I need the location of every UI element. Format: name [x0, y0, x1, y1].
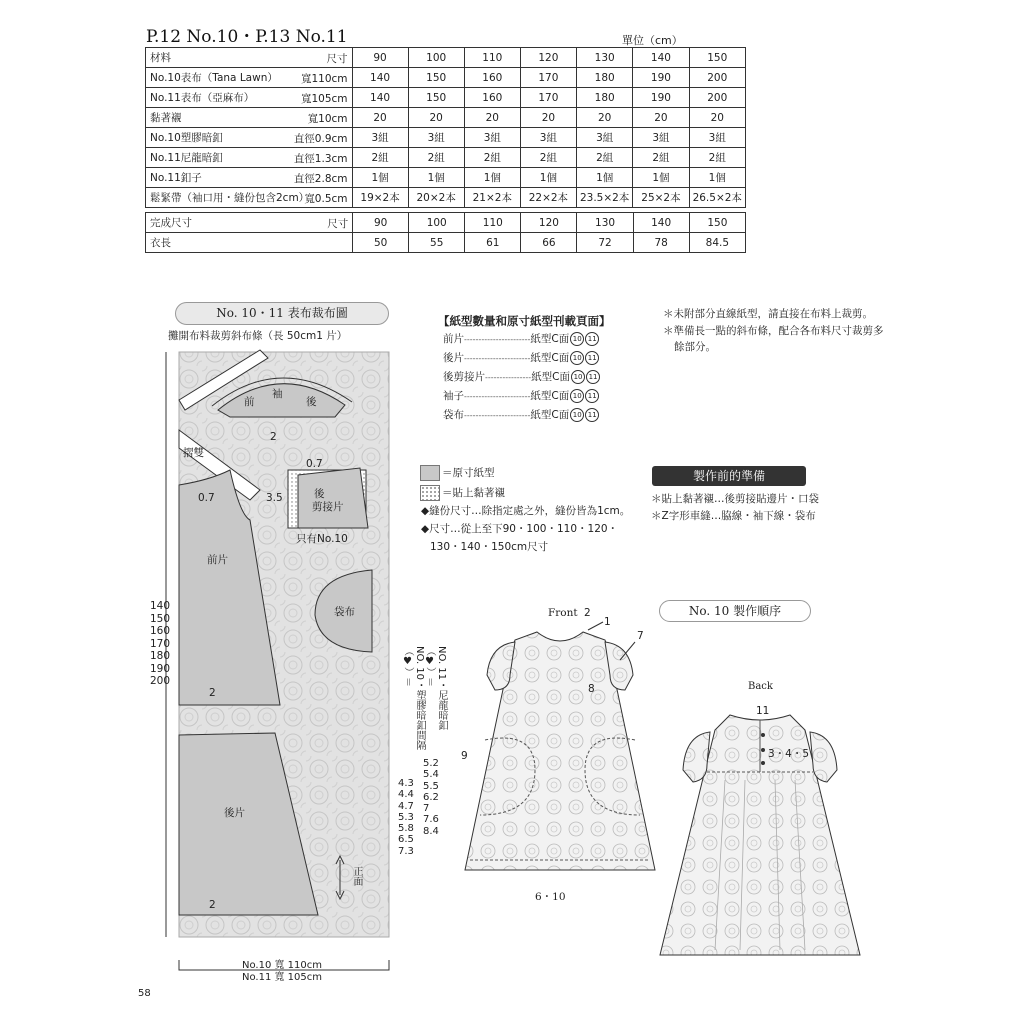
yoke-seam-07: 0.7 [306, 458, 323, 470]
front-seam-07: 0.7 [198, 492, 215, 504]
bias-strip-note: 攤開布料裁剪斜布條（長 50cm1 片） [168, 330, 348, 342]
back-hem-2: 2 [209, 899, 216, 911]
size-header: 100 [408, 48, 464, 68]
length-list: 140 150 160 170 180 190 200 [150, 600, 171, 687]
sleeve-seam-2: 2 [270, 431, 277, 443]
dot-swatch-icon [420, 485, 440, 501]
pattern-page-row: 袋布-----------------------紙型C面 10 11 [443, 407, 623, 426]
circled-number-icon: 11 [585, 332, 599, 346]
row-value: 2組 [464, 148, 520, 168]
circled-number-icon: 10 [570, 408, 584, 422]
row-value: 3組 [520, 128, 576, 148]
row-value: 140 [352, 88, 408, 108]
note-line-1: ＊未附部分直線紙型，請直接在布料上裁剪。 [663, 308, 873, 320]
legend-size-1: ◆尺寸…從上至下90・100・110・120・ [421, 523, 619, 535]
row-value: 20 [464, 108, 520, 128]
yoke-label-b: 剪接片 [312, 501, 344, 513]
table-row [146, 188, 746, 208]
yoke-label-a: 後 [314, 488, 325, 500]
circled-number-icon: 11 [585, 408, 599, 422]
row-value: 72 [577, 233, 633, 253]
pattern-page-row: 後片-----------------------紙型C面 10 11 [443, 350, 623, 369]
layout-diagram-title: No. 10・11 表布裁布圖 [175, 302, 389, 325]
row-value: 200 [689, 68, 746, 88]
row-value: 55 [409, 233, 465, 253]
yoke-seam-35: 3.5 [266, 492, 283, 504]
size-header: 90 [353, 213, 409, 233]
header-label: 材料 尺寸 [146, 48, 353, 68]
size-header: 140 [633, 213, 689, 233]
right-side-label: 正面 [351, 866, 362, 886]
row-value: 190 [633, 88, 689, 108]
page-number: 58 [138, 988, 151, 999]
order-step-8: 8 [588, 683, 595, 695]
pattern-page-row: 前片-----------------------紙型C面 10 11 [443, 331, 623, 350]
circled-number-icon: 11 [586, 370, 600, 384]
order-step-7: 7 [637, 630, 644, 642]
row-value: 2組 [408, 148, 464, 168]
row-label: 衣長 [146, 233, 353, 253]
table-row [146, 168, 746, 188]
row-value: 170 [520, 68, 576, 88]
order-title: No. 10 製作順序 [659, 600, 811, 622]
row-label: No.11釦子 直徑2.8cm [146, 168, 353, 188]
row-value: 3組 [408, 128, 464, 148]
row-value: 61 [465, 233, 521, 253]
legend-seam: ◆縫份尺寸…除指定處之外，縫份皆為1cm。 [421, 505, 631, 517]
materials-table [145, 47, 746, 208]
circled-number-icon: 10 [570, 389, 584, 403]
fabric-width-no11: No.11 寬 105cm [242, 972, 323, 983]
back-label: Back [748, 681, 773, 692]
sleeve-label-c: 後 [306, 396, 317, 408]
row-value: 26.5×2本 [689, 188, 746, 208]
row-label: No.10塑膠暗釦 直徑0.9cm [146, 128, 353, 148]
prep-title: 製作前的準備 [652, 466, 806, 486]
table-row [146, 68, 746, 88]
sleeve-label-b: 袖 [272, 388, 283, 400]
unit-label: 單位（cm） [622, 34, 683, 47]
row-value: 200 [689, 88, 746, 108]
order-step-9: 9 [461, 750, 468, 762]
row-value: 20 [576, 108, 632, 128]
pattern-pages-title: 【紙型數量和原寸紙型刊載頁面】 [438, 314, 611, 328]
fold-label: 摺雙 [183, 447, 204, 459]
cutting-layout-diagram [150, 340, 410, 990]
row-value: 140 [352, 68, 408, 88]
table-header-row [146, 48, 746, 68]
size-header: 120 [521, 213, 577, 233]
circled-number-icon: 10 [570, 332, 584, 346]
row-value: 150 [408, 68, 464, 88]
circled-number-icon: 10 [570, 351, 584, 365]
row-label: 黏著襯 寬10cm [146, 108, 353, 128]
prep-line-2: ＊Z字形車縫…脇線・袖下線・袋布 [651, 510, 816, 522]
row-value: 20 [633, 108, 689, 128]
finished-size-table [145, 212, 746, 253]
back-dress-illustration [655, 700, 865, 960]
size-header: 90 [352, 48, 408, 68]
legend-gray: ＝原寸紙型 [420, 464, 495, 482]
row-value: 20 [520, 108, 576, 128]
front-label: Front [548, 607, 578, 619]
row-value: 190 [633, 68, 689, 88]
row-value: 1個 [352, 168, 408, 188]
legend-size-2: 130・140・150cm尺寸 [430, 541, 549, 553]
row-value: 150 [408, 88, 464, 108]
only-no10-note: 只有No.10 [296, 533, 348, 545]
row-value: 20 [408, 108, 464, 128]
table-row [146, 233, 746, 253]
order-step-11: 11 [756, 705, 770, 717]
size-header: 150 [689, 48, 746, 68]
page-heading: P.12 No.10・P.13 No.11 [146, 27, 348, 47]
gray-swatch-icon [420, 465, 440, 481]
prep-line-1: ＊貼上黏著襯…後剪接貼邊片・口袋 [651, 493, 819, 505]
row-value: 3組 [576, 128, 632, 148]
row-label: No.10表布（Tana Lawn） 寬110cm [146, 68, 353, 88]
size-header: 140 [633, 48, 689, 68]
snap-no11-title: NO. 11・尼龍暗釦（♥）＝ [424, 646, 447, 731]
table-row [146, 108, 746, 128]
size-header: 130 [577, 213, 633, 233]
row-value: 1個 [633, 168, 689, 188]
front-hem-2: 2 [209, 687, 216, 699]
order-step-2: 2 [584, 607, 591, 619]
pocket-piece-label: 袋布 [334, 606, 355, 618]
header-label: 完成尺寸 尺寸 [146, 213, 353, 233]
row-value: 50 [353, 233, 409, 253]
front-dress-illustration [455, 620, 665, 900]
table-row [146, 148, 746, 168]
circled-number-icon: 11 [585, 389, 599, 403]
row-value: 23.5×2本 [576, 188, 632, 208]
row-value: 1個 [576, 168, 632, 188]
row-value: 20 [352, 108, 408, 128]
size-header: 100 [409, 213, 465, 233]
row-value: 20 [689, 108, 746, 128]
fabric-width-no10: No.10 寬 110cm [242, 960, 323, 971]
snap-no11-values: 5.2 5.4 5.5 6.2 7 7.6 8.4 [423, 758, 439, 837]
row-value: 78 [633, 233, 689, 253]
note-line-2: ＊準備長一點的斜布條，配合各布料尺寸裁剪多 [663, 325, 884, 337]
row-value: 2組 [576, 148, 632, 168]
order-step-3-4-5: 3・4・5 [768, 748, 810, 760]
size-header: 110 [465, 213, 521, 233]
row-value: 84.5 [689, 233, 745, 253]
row-value: 19×2本 [352, 188, 408, 208]
sleeve-label-a: 前 [244, 396, 255, 408]
order-step-1: 1 [604, 616, 611, 628]
size-header: 110 [464, 48, 520, 68]
row-value: 160 [464, 68, 520, 88]
size-header: 130 [576, 48, 632, 68]
table-row [146, 128, 746, 148]
row-label: 鬆緊帶（袖口用・縫份包含2cm） 寬0.5cm [146, 188, 353, 208]
row-value: 1個 [408, 168, 464, 188]
table-row [146, 88, 746, 108]
size-header: 120 [520, 48, 576, 68]
legend-dot: ＝貼上黏著襯 [420, 484, 505, 502]
row-label: No.11尼龍暗釦 直徑1.3cm [146, 148, 353, 168]
front-piece-label: 前片 [207, 554, 228, 566]
row-value: 160 [464, 88, 520, 108]
row-value: 2組 [633, 148, 689, 168]
row-value: 66 [521, 233, 577, 253]
table-header-row [146, 213, 746, 233]
row-value: 3組 [352, 128, 408, 148]
order-step-6-10: 6・10 [535, 891, 566, 903]
pattern-page-row: 袖子-----------------------紙型C面 10 11 [443, 388, 623, 407]
circled-number-icon: 10 [571, 370, 585, 384]
size-header: 150 [689, 213, 745, 233]
pattern-pages-list [443, 331, 623, 426]
row-value: 21×2本 [464, 188, 520, 208]
note-line-3: 餘部分。 [674, 341, 716, 353]
row-value: 3組 [464, 128, 520, 148]
row-value: 1個 [520, 168, 576, 188]
row-value: 180 [576, 88, 632, 108]
row-value: 22×2本 [520, 188, 576, 208]
row-value: 3組 [689, 128, 746, 148]
snap-no10-title: NO. 10・塑膠暗釦間隔（♥）＝ [402, 646, 425, 751]
row-label: No.11表布（亞麻布） 寬105cm [146, 88, 353, 108]
row-value: 2組 [520, 148, 576, 168]
row-value: 3組 [633, 128, 689, 148]
pattern-page-row: 後剪接片----------------紙型C面 10 11 [443, 369, 623, 388]
row-value: 25×2本 [633, 188, 689, 208]
snap-no10-values: 4.3 4.4 4.7 5.3 5.8 6.5 7.3 [398, 778, 414, 857]
row-value: 170 [520, 88, 576, 108]
row-value: 1個 [464, 168, 520, 188]
row-value: 180 [576, 68, 632, 88]
row-value: 2組 [689, 148, 746, 168]
row-value: 2組 [352, 148, 408, 168]
back-piece-label: 後片 [224, 807, 245, 819]
row-value: 20×2本 [408, 188, 464, 208]
circled-number-icon: 11 [585, 351, 599, 365]
row-value: 1個 [689, 168, 746, 188]
